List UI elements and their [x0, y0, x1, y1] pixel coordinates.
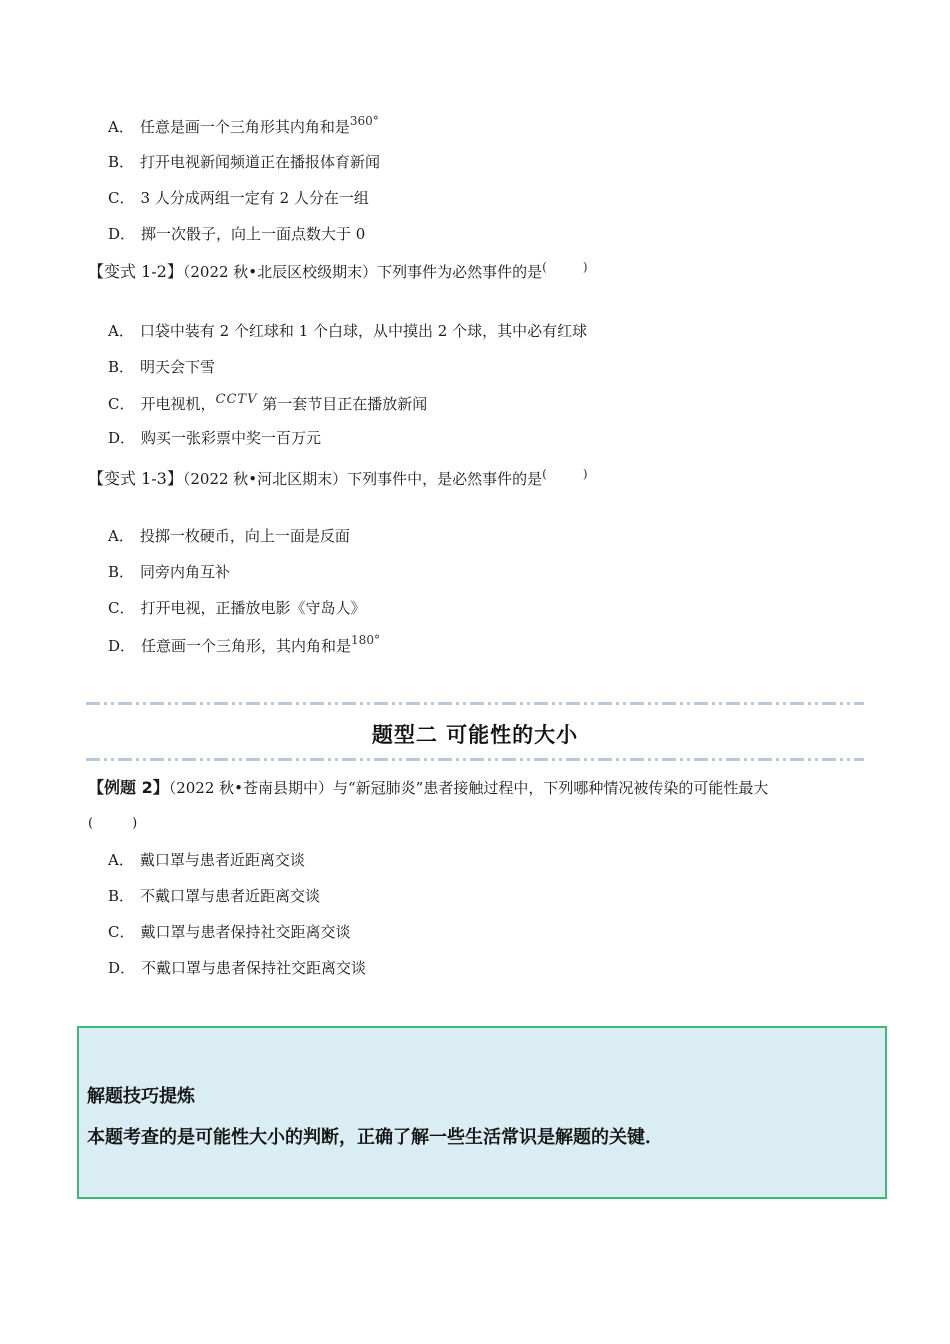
section-title: 题型二 可能性的大小 [371, 723, 579, 747]
variant-1-2-heading [88, 262, 588, 283]
option-label: A． [108, 118, 134, 136]
option-d [108, 633, 380, 657]
answer-blank: ( ) [542, 260, 588, 274]
question-tag: 【例题 2】 [88, 778, 169, 797]
option-label: B． [108, 887, 135, 905]
option-label: D． [108, 637, 136, 655]
option-label: B． [108, 358, 135, 376]
question-stem: 下列事件中，是必然事件的是 [347, 470, 543, 488]
option-b [108, 357, 215, 377]
option-a [108, 850, 305, 870]
option-d [108, 428, 321, 448]
option-c [108, 598, 366, 618]
question-stem: 下列事件为必然事件的是 [377, 263, 543, 281]
tips-body: 本题考查的是可能性大小的判断，正确了解一些生活常识是解题的关键． [87, 1127, 663, 1148]
option-label: C． [108, 599, 135, 617]
option-b [108, 562, 230, 582]
option-text: 戴口罩与患者保持社交距离交谈 [140, 923, 351, 941]
option-d [108, 224, 365, 244]
section-divider-top [86, 702, 864, 705]
question-source: （2022 秋•河北区期末） [182, 470, 348, 488]
option-d [108, 958, 366, 978]
question-tag: 【变式 1-2】 [88, 262, 183, 281]
option-label: C． [108, 923, 135, 941]
question-stem: 与“新冠肺炎”患者接触过程中，下列哪种情况被传染的可能性最大 [333, 779, 769, 797]
option-b [108, 886, 320, 906]
option-a [108, 321, 587, 341]
question-source: （2022 秋•苍南县期中） [168, 779, 334, 797]
example-2-heading [88, 778, 768, 798]
option-text: 3 人分成两组一定有 2 人分在一组 [140, 189, 369, 207]
math-expression: CCTV [215, 392, 258, 407]
math-expression: 360° [349, 114, 379, 128]
variant-1-3-heading [88, 469, 588, 490]
answer-blank: ( ) [88, 816, 138, 831]
question-tag: 【变式 1-3】 [88, 469, 183, 488]
option-b [108, 152, 380, 172]
option-a [108, 114, 379, 138]
option-text: 投掷一枚硬币，向上一面是反面 [139, 527, 350, 545]
option-c [108, 188, 369, 208]
option-text: 口袋中装有 2 个红球和 1 个白球，从中摸出 2 个球，其中必有红球 [139, 322, 588, 340]
option-text: 不戴口罩与患者近距离交谈 [140, 887, 321, 905]
option-text: 开电视机， [140, 395, 216, 413]
math-expression: 180° [351, 633, 380, 647]
option-label: D． [108, 959, 136, 977]
option-label: A． [108, 851, 134, 869]
section-divider-bottom [86, 758, 864, 761]
option-text: 第一套节目正在播放新闻 [257, 395, 428, 413]
option-c [108, 922, 351, 942]
option-label: D． [108, 429, 136, 447]
option-label: C． [108, 189, 135, 207]
option-label: C． [108, 395, 135, 413]
option-label: A． [108, 527, 134, 545]
option-text: 任意画一个三角形，其内角和是 [141, 637, 352, 655]
option-label: D． [108, 225, 136, 243]
option-a [108, 526, 350, 546]
option-label: A． [108, 322, 134, 340]
option-text: 同旁内角互补 [140, 563, 231, 581]
option-text: 打开电视新闻频道正在播报体育新闻 [140, 153, 381, 171]
answer-blank: ( ) [542, 467, 588, 481]
option-text: 打开电视，正播放电影《守岛人》 [140, 599, 366, 617]
question-source: （2022 秋•北辰区校级期末） [182, 263, 378, 281]
option-text: 明天会下雪 [140, 358, 216, 376]
option-text: 掷一次骰子，向上一面点数大于 0 [141, 225, 366, 243]
option-label: B． [108, 153, 135, 171]
option-label: B． [108, 563, 135, 581]
option-text: 戴口罩与患者近距离交谈 [139, 851, 305, 869]
option-text: 任意是画一个三角形其内角和是 [139, 118, 350, 136]
tips-title: 解题技巧提炼 [87, 1086, 195, 1107]
option-c [108, 394, 427, 416]
option-text: 不戴口罩与患者保持社交距离交谈 [141, 959, 367, 977]
option-text: 购买一张彩票中奖一百万元 [141, 429, 322, 447]
solution-tips-box [77, 1026, 887, 1199]
